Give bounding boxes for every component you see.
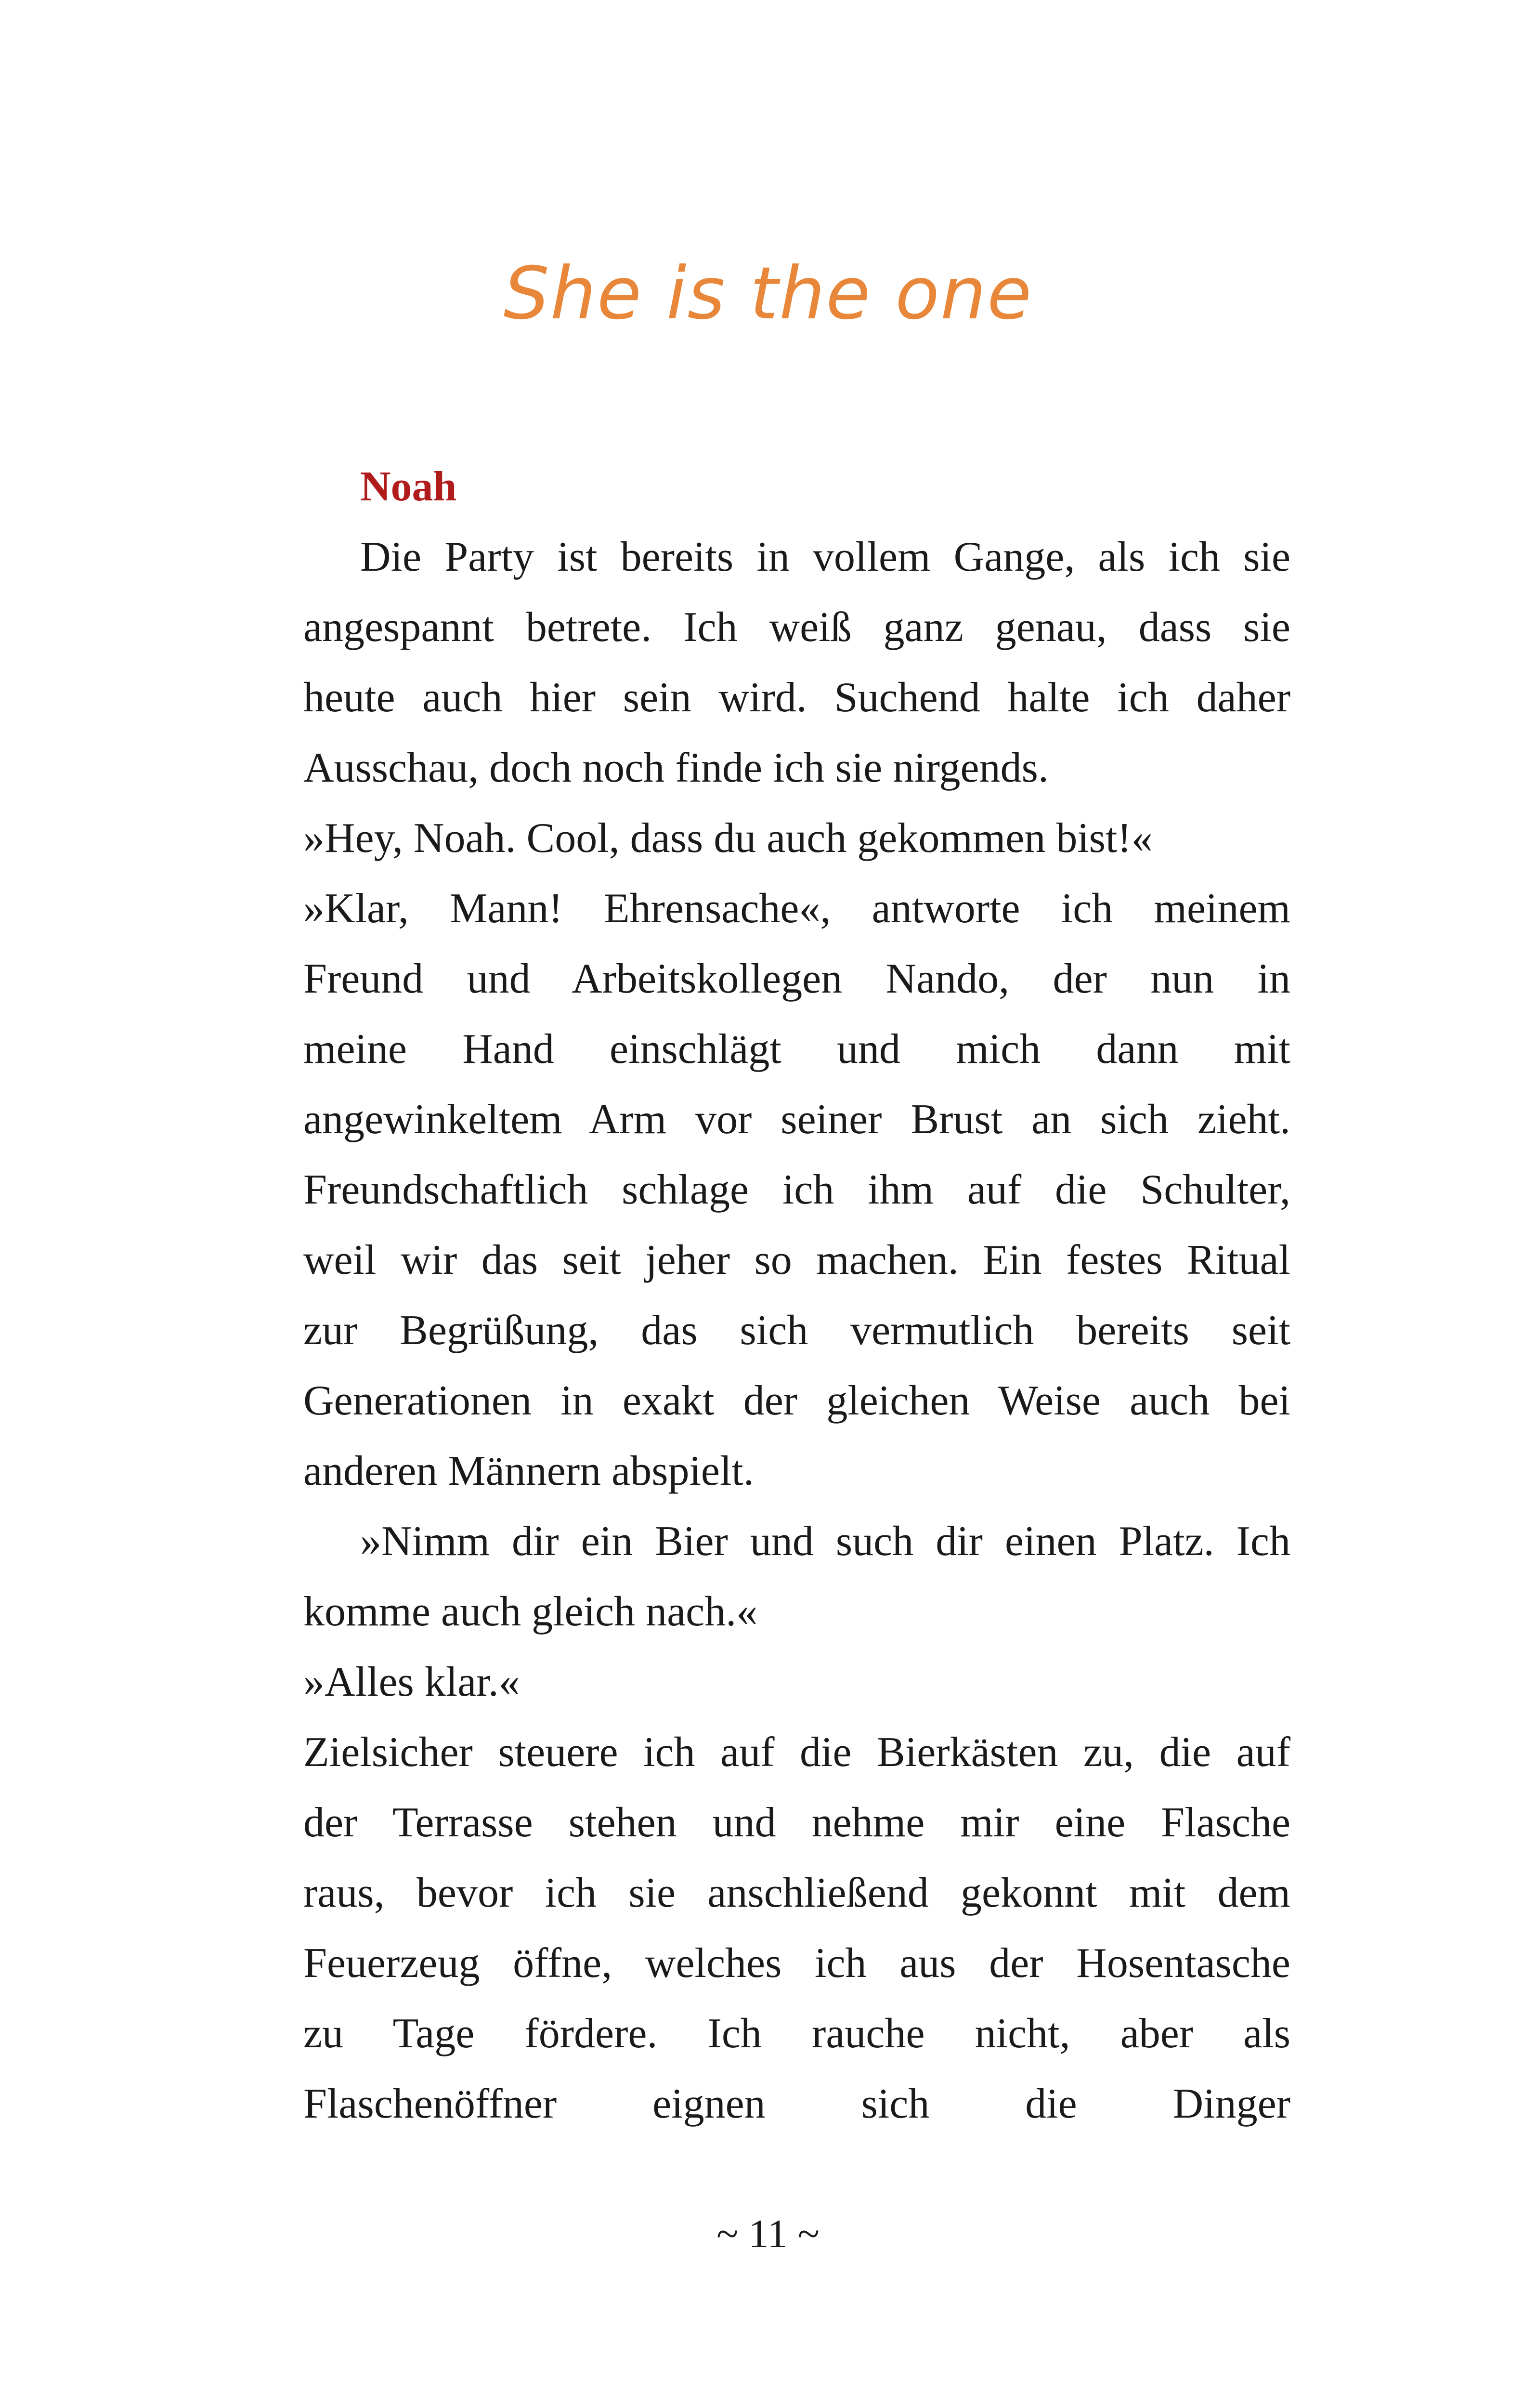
text-line: Freund und Arbeitskollegen Nando, der nun in (303, 955, 1290, 1002)
text-line: »Nimm dir ein Bier und such dir einen Platz. Ich (360, 1518, 1290, 1565)
text-line: Ausschau, doch noch finde ich sie nirgends. (303, 745, 1049, 791)
page-number: ~ 11 ~ (716, 2212, 820, 2256)
chapter-body (303, 452, 1290, 2139)
text-line: komme auch gleich nach.« (303, 1588, 758, 1635)
text-line: Die Party ist bereits in vollem Gange, als ich sie (360, 534, 1290, 580)
text-line: Generationen in exakt der gleichen Weise auch bei (303, 1377, 1290, 1424)
text-line: Freundschaftlich schlage ich ihm auf die Schulter, (303, 1166, 1290, 1213)
text-line: heute auch hier sein wird. Suchend halte ich daher (303, 674, 1290, 721)
text-line: Feuerzeug öffne, welches ich aus der Hosentasche (303, 1940, 1290, 1987)
text-line: angespannt betrete. Ich weiß ganz genau, dass sie (303, 604, 1290, 651)
text-line: meine Hand einschlägt und mich dann mit (303, 1026, 1290, 1073)
text-line: angewinkeltem Arm vor seiner Brust an sich zieht. (303, 1096, 1290, 1143)
speaker-name: Noah (360, 463, 457, 510)
text-line: weil wir das seit jeher so machen. Ein festes Ritual (303, 1237, 1290, 1283)
text-line: »Hey, Noah. Cool, dass du auch gekommen bist!« (303, 815, 1153, 862)
text-line: zu Tage fördere. Ich rauche nicht, aber als (303, 2010, 1290, 2057)
text-line: raus, bevor ich sie anschließend gekonnt mit dem (303, 1870, 1290, 1916)
text-line: der Terrasse stehen und nehme mir eine Flasche (303, 1799, 1290, 1846)
text-line: Flaschenöffner eignen sich die Dinger (303, 2081, 1290, 2127)
text-line: »Klar, Mann! Ehrensache«, antworte ich meinem (303, 885, 1290, 932)
text-line: Zielsicher steuere ich auf die Bierkästen zu, die auf (303, 1729, 1290, 1776)
text-line: »Alles klar.« (303, 1659, 520, 1705)
chapter-title: She is the one (503, 252, 1033, 336)
text-line: zur Begrüßung, das sich vermutlich bereits seit (303, 1307, 1290, 1354)
text-line: anderen Männern abspielt. (303, 1448, 754, 1494)
